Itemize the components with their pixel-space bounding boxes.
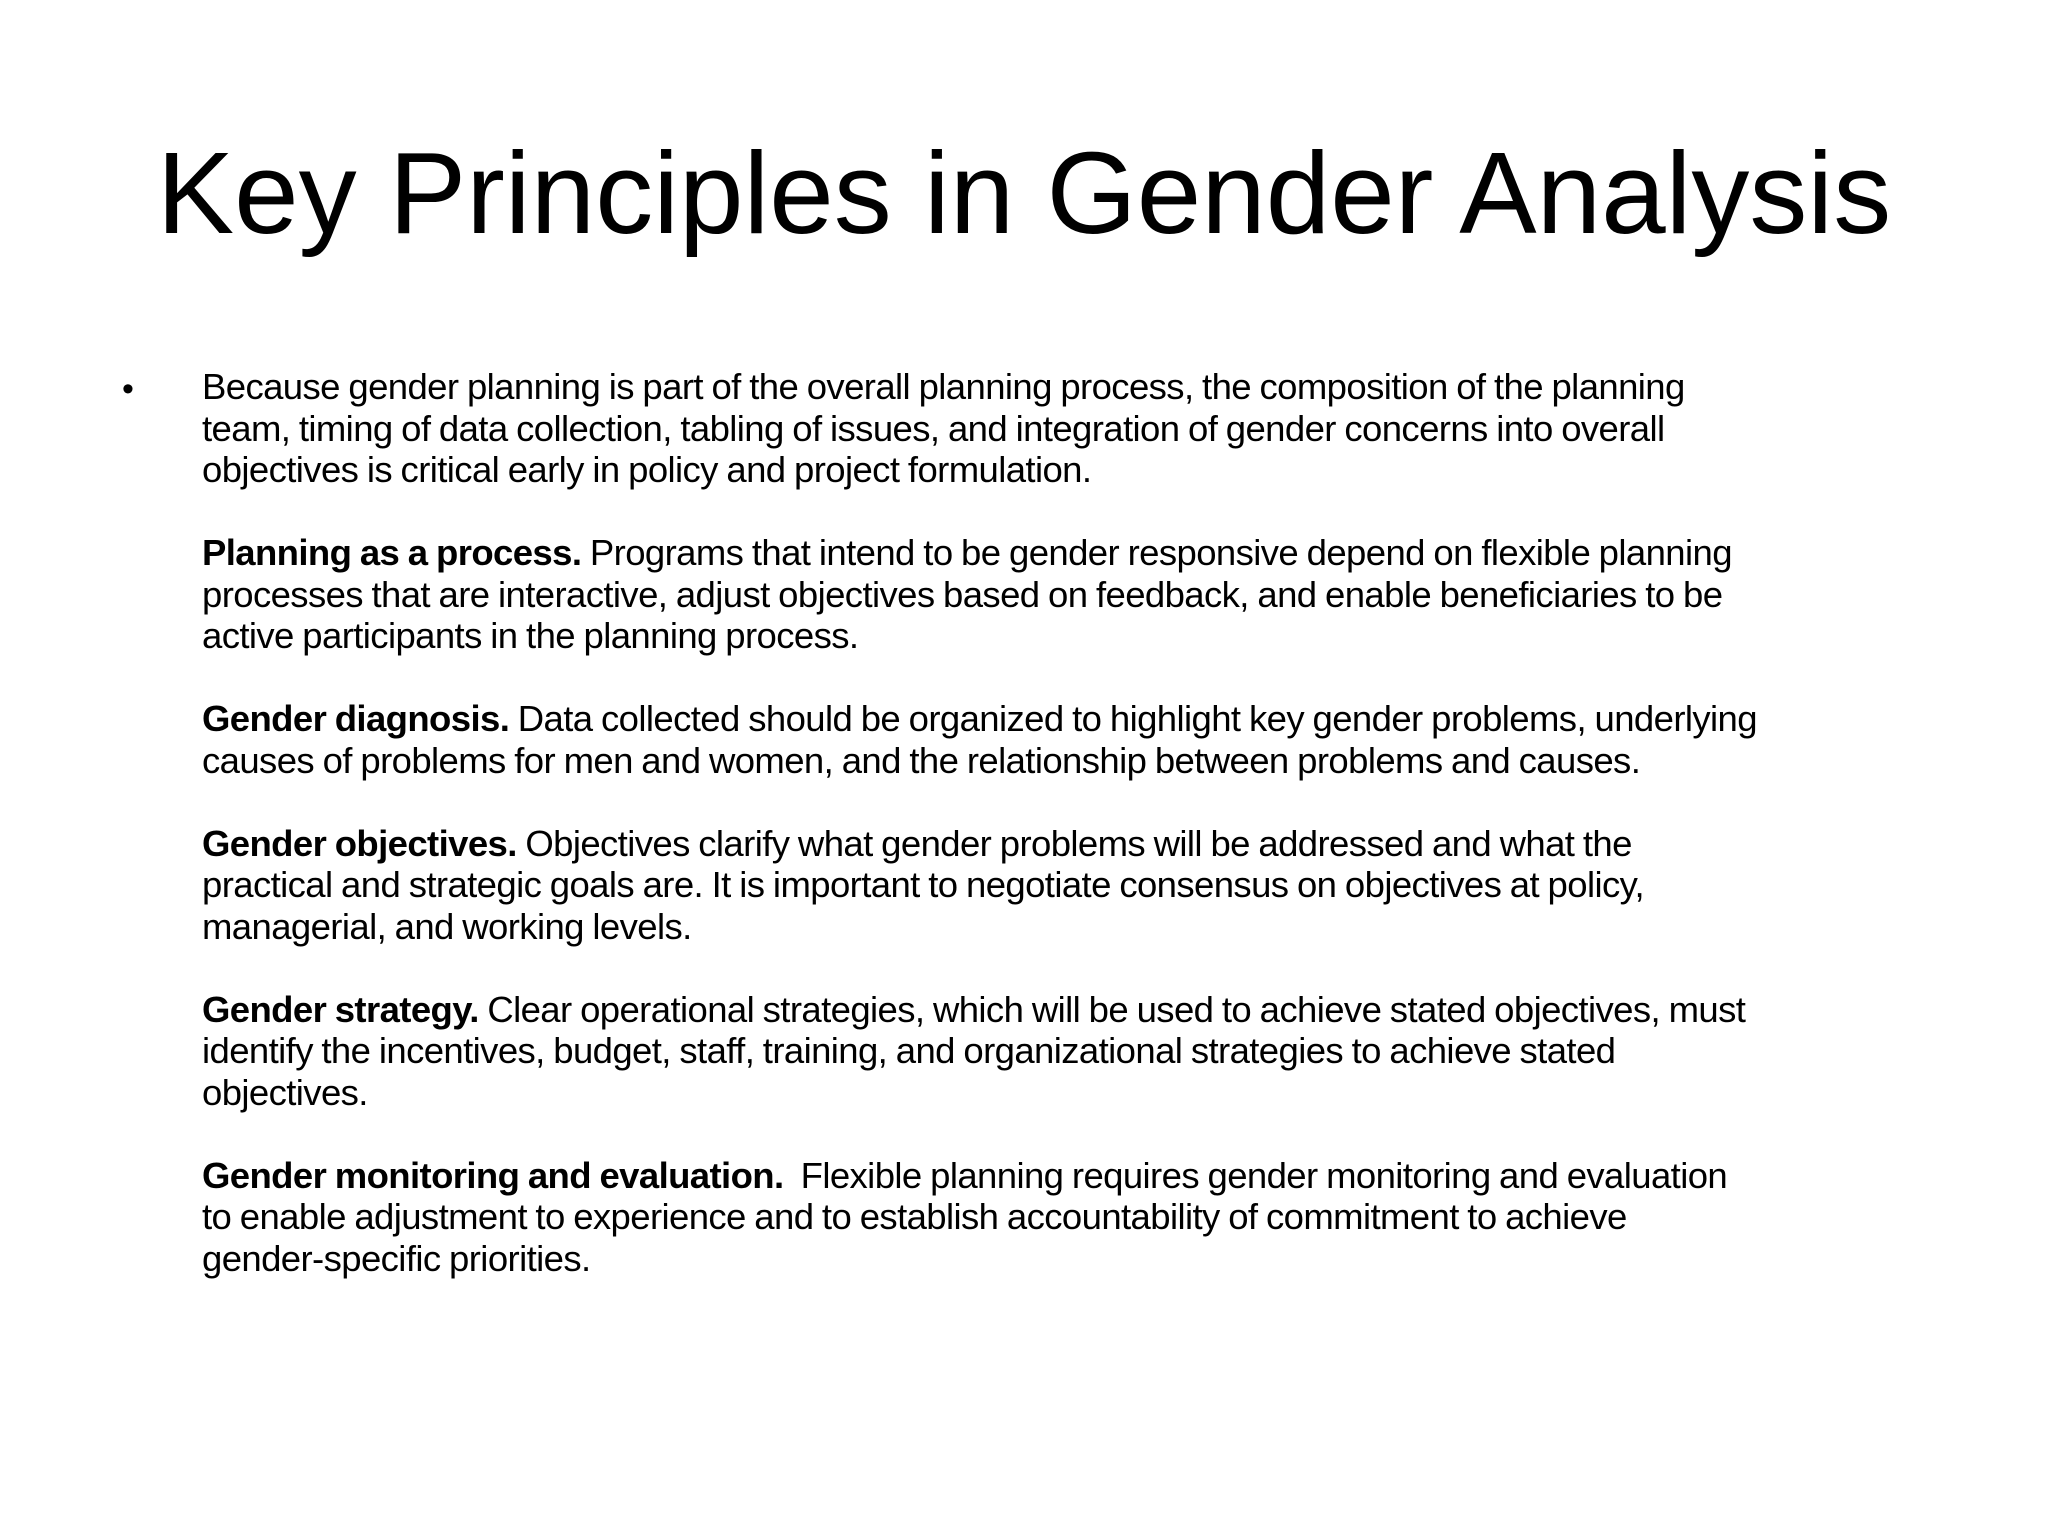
paragraph-line: managerial, and working levels. bbox=[202, 905, 692, 947]
paragraph-heading: Gender monitoring and evaluation. bbox=[202, 1154, 784, 1196]
bullet-marker: • bbox=[122, 370, 134, 408]
paragraph-heading: Gender strategy. bbox=[202, 988, 479, 1030]
paragraph-line: objectives is critical early in policy and project formulation. bbox=[202, 449, 1092, 490]
paragraph-line: practical and strategic goals are. It is important to negotiate consensus on objectives at policy, bbox=[202, 864, 1645, 905]
slide-body bbox=[202, 366, 1962, 1321]
slide-title: Key Principles in Gender Analysis bbox=[156, 128, 1892, 258]
paragraph-line: to enable adjustment to experience and to establish accountability of commitment to achieve bbox=[202, 1196, 1627, 1237]
paragraph-gender-monitoring-evaluation bbox=[202, 1155, 1962, 1280]
paragraph-intro bbox=[202, 366, 1962, 491]
paragraph-line: Because gender planning is part of the overall planning process, the composition of the planning bbox=[202, 366, 1685, 407]
paragraph-line: team, timing of data collection, tabling of issues, and integration of gender concerns into overall bbox=[202, 407, 1665, 449]
paragraph-heading: Planning as a process. bbox=[202, 532, 582, 573]
paragraph-line: objectives. bbox=[202, 1071, 368, 1113]
paragraph-line: active participants in the planning process. bbox=[202, 615, 859, 656]
paragraph-line: Objectives clarify what gender problems will be addressed and what the bbox=[516, 822, 1632, 864]
paragraph-line: Flexible planning requires gender monitoring and evaluation bbox=[783, 1154, 1728, 1196]
paragraph-gender-objectives bbox=[202, 823, 1962, 948]
paragraph-gender-strategy bbox=[202, 989, 1962, 1114]
paragraph-line: Data collected should be organized to highlight key gender problems, underlying bbox=[509, 698, 1757, 739]
paragraph-line: Programs that intend to be gender responsive depend on flexible planning bbox=[581, 532, 1732, 573]
paragraph-line: Clear operational strategies, which will be used to achieve stated objectives, must bbox=[478, 988, 1746, 1030]
paragraph-gender-diagnosis bbox=[202, 698, 1962, 781]
paragraph-line: causes of problems for men and women, and the relationship between problems and causes. bbox=[202, 739, 1641, 781]
paragraph-line: gender-specific priorities. bbox=[202, 1237, 591, 1279]
paragraph-heading: Gender diagnosis. bbox=[202, 698, 510, 739]
paragraph-planning-process bbox=[202, 532, 1962, 657]
paragraph-line: identify the incentives, budget, staff, training, and organizational strategies to achieve stated bbox=[202, 1030, 1616, 1071]
paragraph-heading: Gender objectives. bbox=[202, 822, 517, 864]
paragraph-line: processes that are interactive, adjust objectives based on feedback, and enable beneficiaries to be bbox=[202, 573, 1723, 615]
